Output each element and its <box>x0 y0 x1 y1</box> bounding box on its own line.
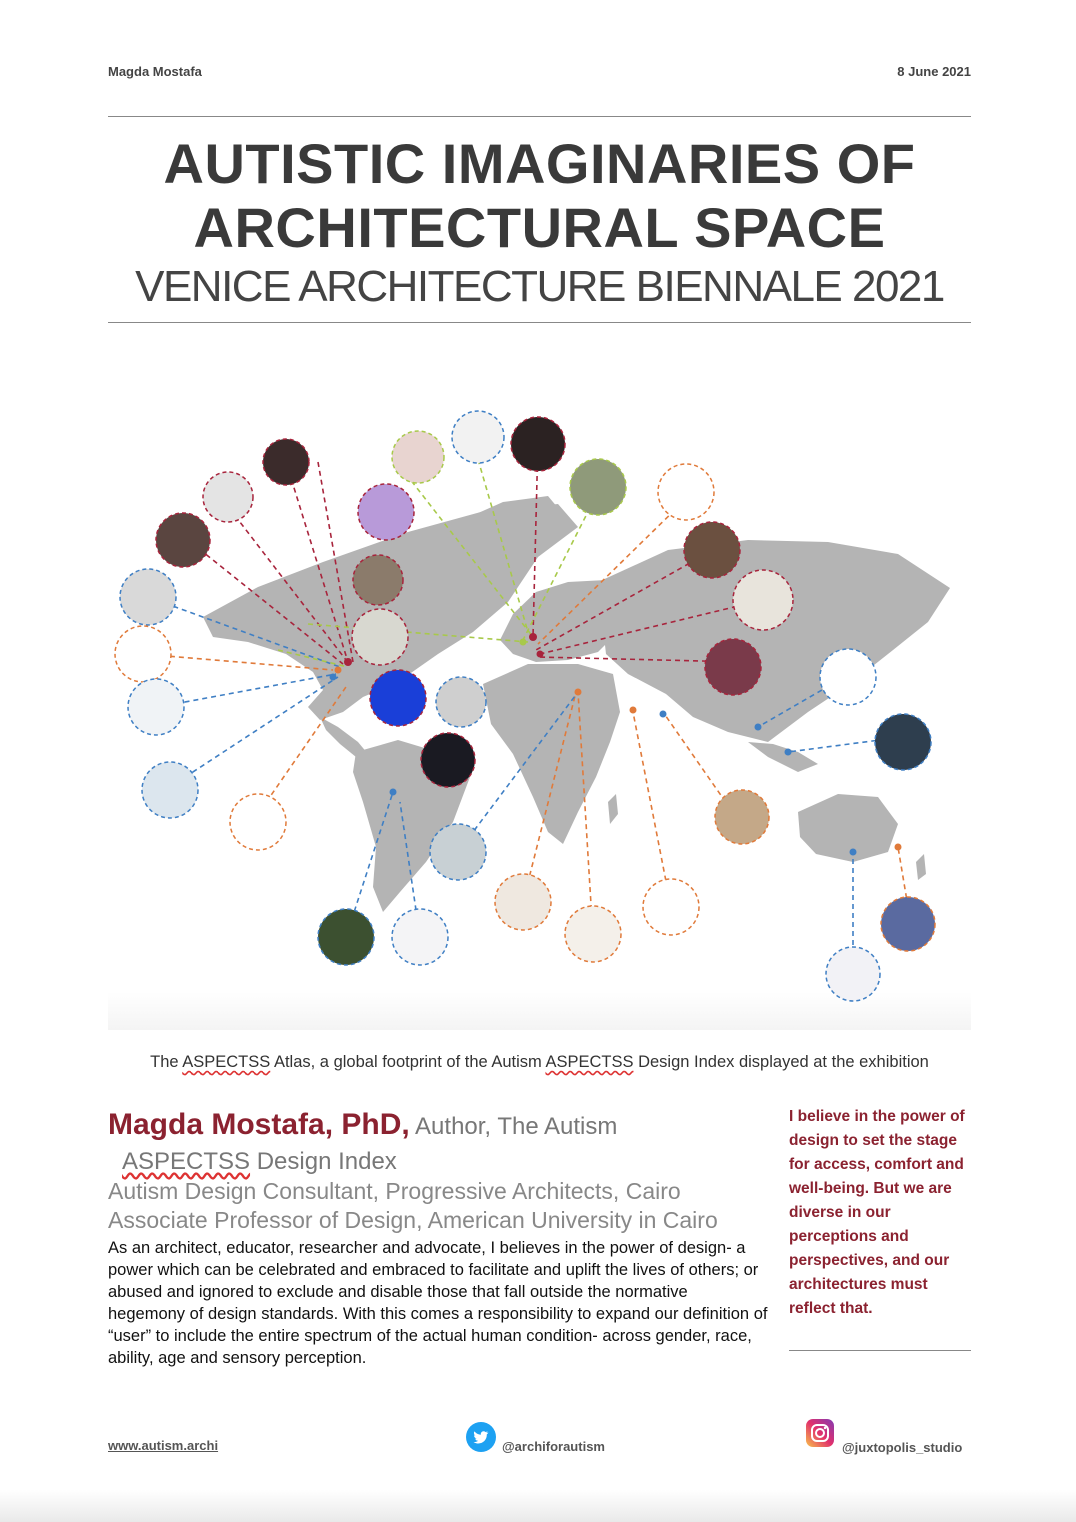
page-bottom-shadow <box>0 1490 1076 1522</box>
caption-text-2: Atlas, a global footprint of the Autism <box>270 1053 546 1071</box>
aspectss-atlas-figure <box>108 392 971 1030</box>
new-zealand <box>916 854 926 880</box>
website-link[interactable]: www.autism.archi <box>108 1438 219 1453</box>
madagascar <box>608 794 618 824</box>
author-role-1: Author, The Autism <box>409 1113 618 1140</box>
southeast-asia <box>748 742 818 772</box>
australia <box>798 794 898 862</box>
title-line-2: ARCHITECTURAL SPACE <box>193 196 886 259</box>
world-map-diagram <box>108 392 971 1030</box>
caption-term-aspectss-1: ASPECTSS <box>182 1053 271 1071</box>
title-divider <box>108 322 971 323</box>
subtitle: VENICE ARCHITECTURE BIENNALE 2021 <box>135 262 944 311</box>
figure-caption <box>108 1053 971 1072</box>
twitter-handle[interactable]: @archiforautism <box>502 1439 605 1454</box>
instagram-icon[interactable] <box>806 1419 834 1447</box>
header-date: 8 June 2021 <box>897 64 971 79</box>
affiliation-1: Autism Design Consultant, Progressive Architects, Cairo <box>108 1178 681 1204</box>
quote-divider <box>789 1350 971 1351</box>
role-term-aspectss: ASPECTSS <box>122 1148 251 1175</box>
affiliation-2: Associate Professor of Design, American University in Cairo <box>108 1207 718 1233</box>
bio-paragraph: As an architect, educator, researcher and advocate, I believes in the power of design- a power which can be celebrated and embraced to facilitate and uplift the lives of others; or abused and ignored to exclude and disable those that fall outside the normative hegemony of design standards. With this comes a responsibility to expand our definition of “user” to include the entire spectrum of the actual human condition- across gender, race, ability, age and sensory perception. <box>108 1239 768 1367</box>
author-heading <box>108 1108 617 1142</box>
instagram-handle[interactable]: @juxtopolis_studio <box>842 1440 963 1455</box>
author-name: Magda Mostafa, PhD, <box>108 1108 410 1141</box>
title-line-1: AUTISTIC IMAGINARIES OF <box>163 132 916 195</box>
top-divider <box>108 116 971 117</box>
caption-term-aspectss-2: ASPECTSS <box>545 1053 634 1071</box>
twitter-icon[interactable] <box>466 1422 496 1452</box>
caption-text-1: The <box>150 1053 183 1071</box>
asia <box>598 540 950 742</box>
author-role-line-2 <box>122 1148 397 1176</box>
role-text-2: Design Index <box>250 1148 397 1175</box>
header-author: Magda Mostafa <box>108 64 202 79</box>
pull-quote: I believe in the power of design to set the stage for access, comfort and well-being. But we are diverse in our perceptions and perspectives, and our architectures must reflect that. <box>789 1108 965 1317</box>
caption-text-3: Design Index displayed at the exhibition <box>633 1053 929 1071</box>
africa <box>483 664 620 844</box>
